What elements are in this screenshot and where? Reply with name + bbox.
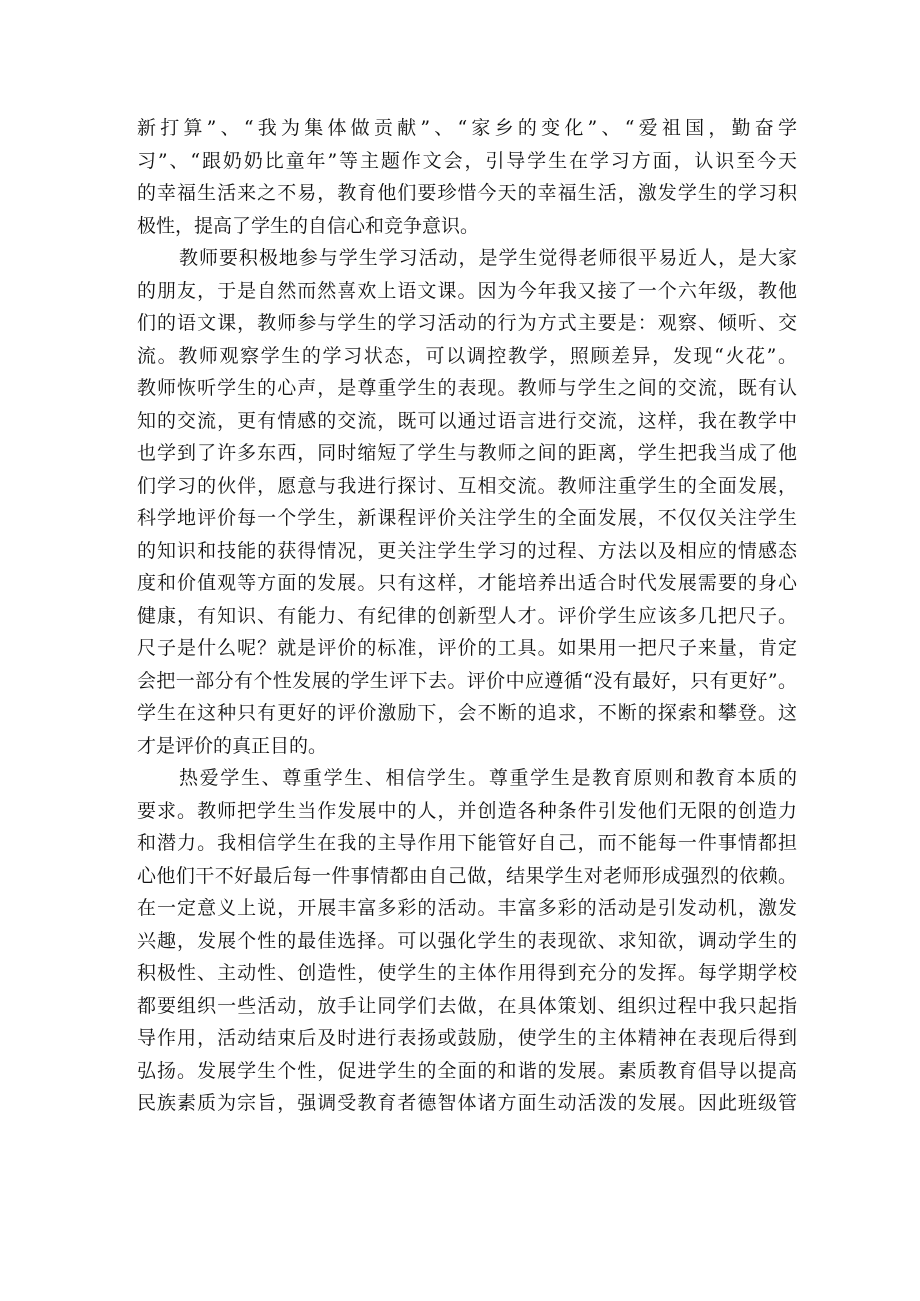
document-body [137,112,797,1120]
text-line: 积极性、主动性、创造性，使学生的主体作用得到充分的发挥。每学期学校 [137,962,797,984]
text-line: 弘扬。发展学生个性，促进学生的全面的和谐的发展。素质教育倡导以提高 [137,1059,797,1082]
text-line: 习”、“跟奶奶比童年”等主题作文会，引导学生在学习方面，认识至今天 [137,149,797,172]
text-line: 的朋友，于是自然而然喜欢上语文课。因为今年我又接了一个六年级，教他 [137,279,797,302]
text-line: 的幸福生活来之不易，教育他们要珍惜今天的幸福生活，激发学生的学习积 [137,182,797,204]
text-line: 要求。教师把学生当作发展中的人，并创造各种条件引发他们无限的创造力 [137,799,797,822]
text-line: 心他们干不好最后每一件事情都由自己做，结果学生对老师形成强烈的依赖。 [137,864,797,887]
paragraph-1 [137,112,797,242]
text-line: 学生在这种只有更好的评价激励下，会不断的追求，不断的探索和攀登。这 [137,702,797,724]
text-line: 也学到了许多东西，同时缩短了学生与教师之间的距离，学生把我当成了他 [137,442,797,464]
text-line: 在一定意义上说，开展丰富多彩的活动。丰富多彩的活动是引发动机，激发 [137,897,797,919]
text-line: 科学地评价每一个学生，新课程评价关注学生的全面发展，不仅仅关注学生 [137,507,797,529]
text-line: 尺子是什么呢？就是评价的标准，评价的工具。如果用一把尺子来量，肯定 [137,637,797,659]
text-line: 的知识和技能的获得情况，更关注学生学习的过程、方法以及相应的情感态 [137,539,797,562]
text-line: 兴趣，发展个性的最佳选择。可以强化学生的表现欲、求知欲，调动学生的 [137,929,797,952]
text-line: 会把一部分有个性发展的学生评下去。评价中应遵循“没有最好，只有更好”。 [137,669,797,692]
text-line: 健康，有知识、有能力、有纪律的创新型人才。评价学生应该多几把尺子。 [137,604,797,627]
text-line: 都要组织一些活动，放手让同学们去做，在具体策划、组织过程中我只起指 [137,994,797,1017]
text-line: 才是评价的真正目的。 [137,734,328,757]
text-line: 度和价值观等方面的发展。只有这样，才能培养出适合时代发展需要的身心 [137,572,797,594]
text-line: 知的交流，更有情感的交流，既可以通过语言进行交流，这样，我在教学中 [137,409,797,432]
text-line: 们学习的伙伴，愿意与我进行探讨、互相交流。教师注重学生的全面发展， [137,474,797,497]
text-line: 教师要积极地参与学生学习活动，是学生觉得老师很平易近人，是大家 [179,247,797,269]
paragraph-2 [137,242,797,762]
text-line: 和潜力。我相信学生在我的主导作用下能管好自己，而不能每一件事情都担 [137,832,797,854]
paragraph-3 [137,762,797,1120]
text-line: 极性，提高了学生的自信心和竞争意识。 [137,214,480,237]
text-line: 新打算”、“我为集体做贡献”、“家乡的变化”、“爱祖国，勤奋学 [137,117,797,139]
text-line: 们的语文课，教师参与学生的学习活动的行为方式主要是：观察、倾听、交 [137,312,797,334]
text-line: 教师恢听学生的心声，是尊重学生的表现。教师与学生之间的交流，既有认 [137,377,797,399]
text-line: 热爱学生、尊重学生、相信学生。尊重学生是教育原则和教育本质的 [179,767,797,789]
text-line: 民族素质为宗旨，强调受教育者德智体诸方面生动活泼的发展。因此班级管 [137,1092,797,1114]
text-line: 流。教师观察学生的学习状态，可以调控教学，照顾差异，发现“火花”。 [137,344,797,367]
text-line: 导作用，活动结束后及时进行表扬或鼓励，使学生的主体精神在表现后得到 [137,1027,797,1049]
